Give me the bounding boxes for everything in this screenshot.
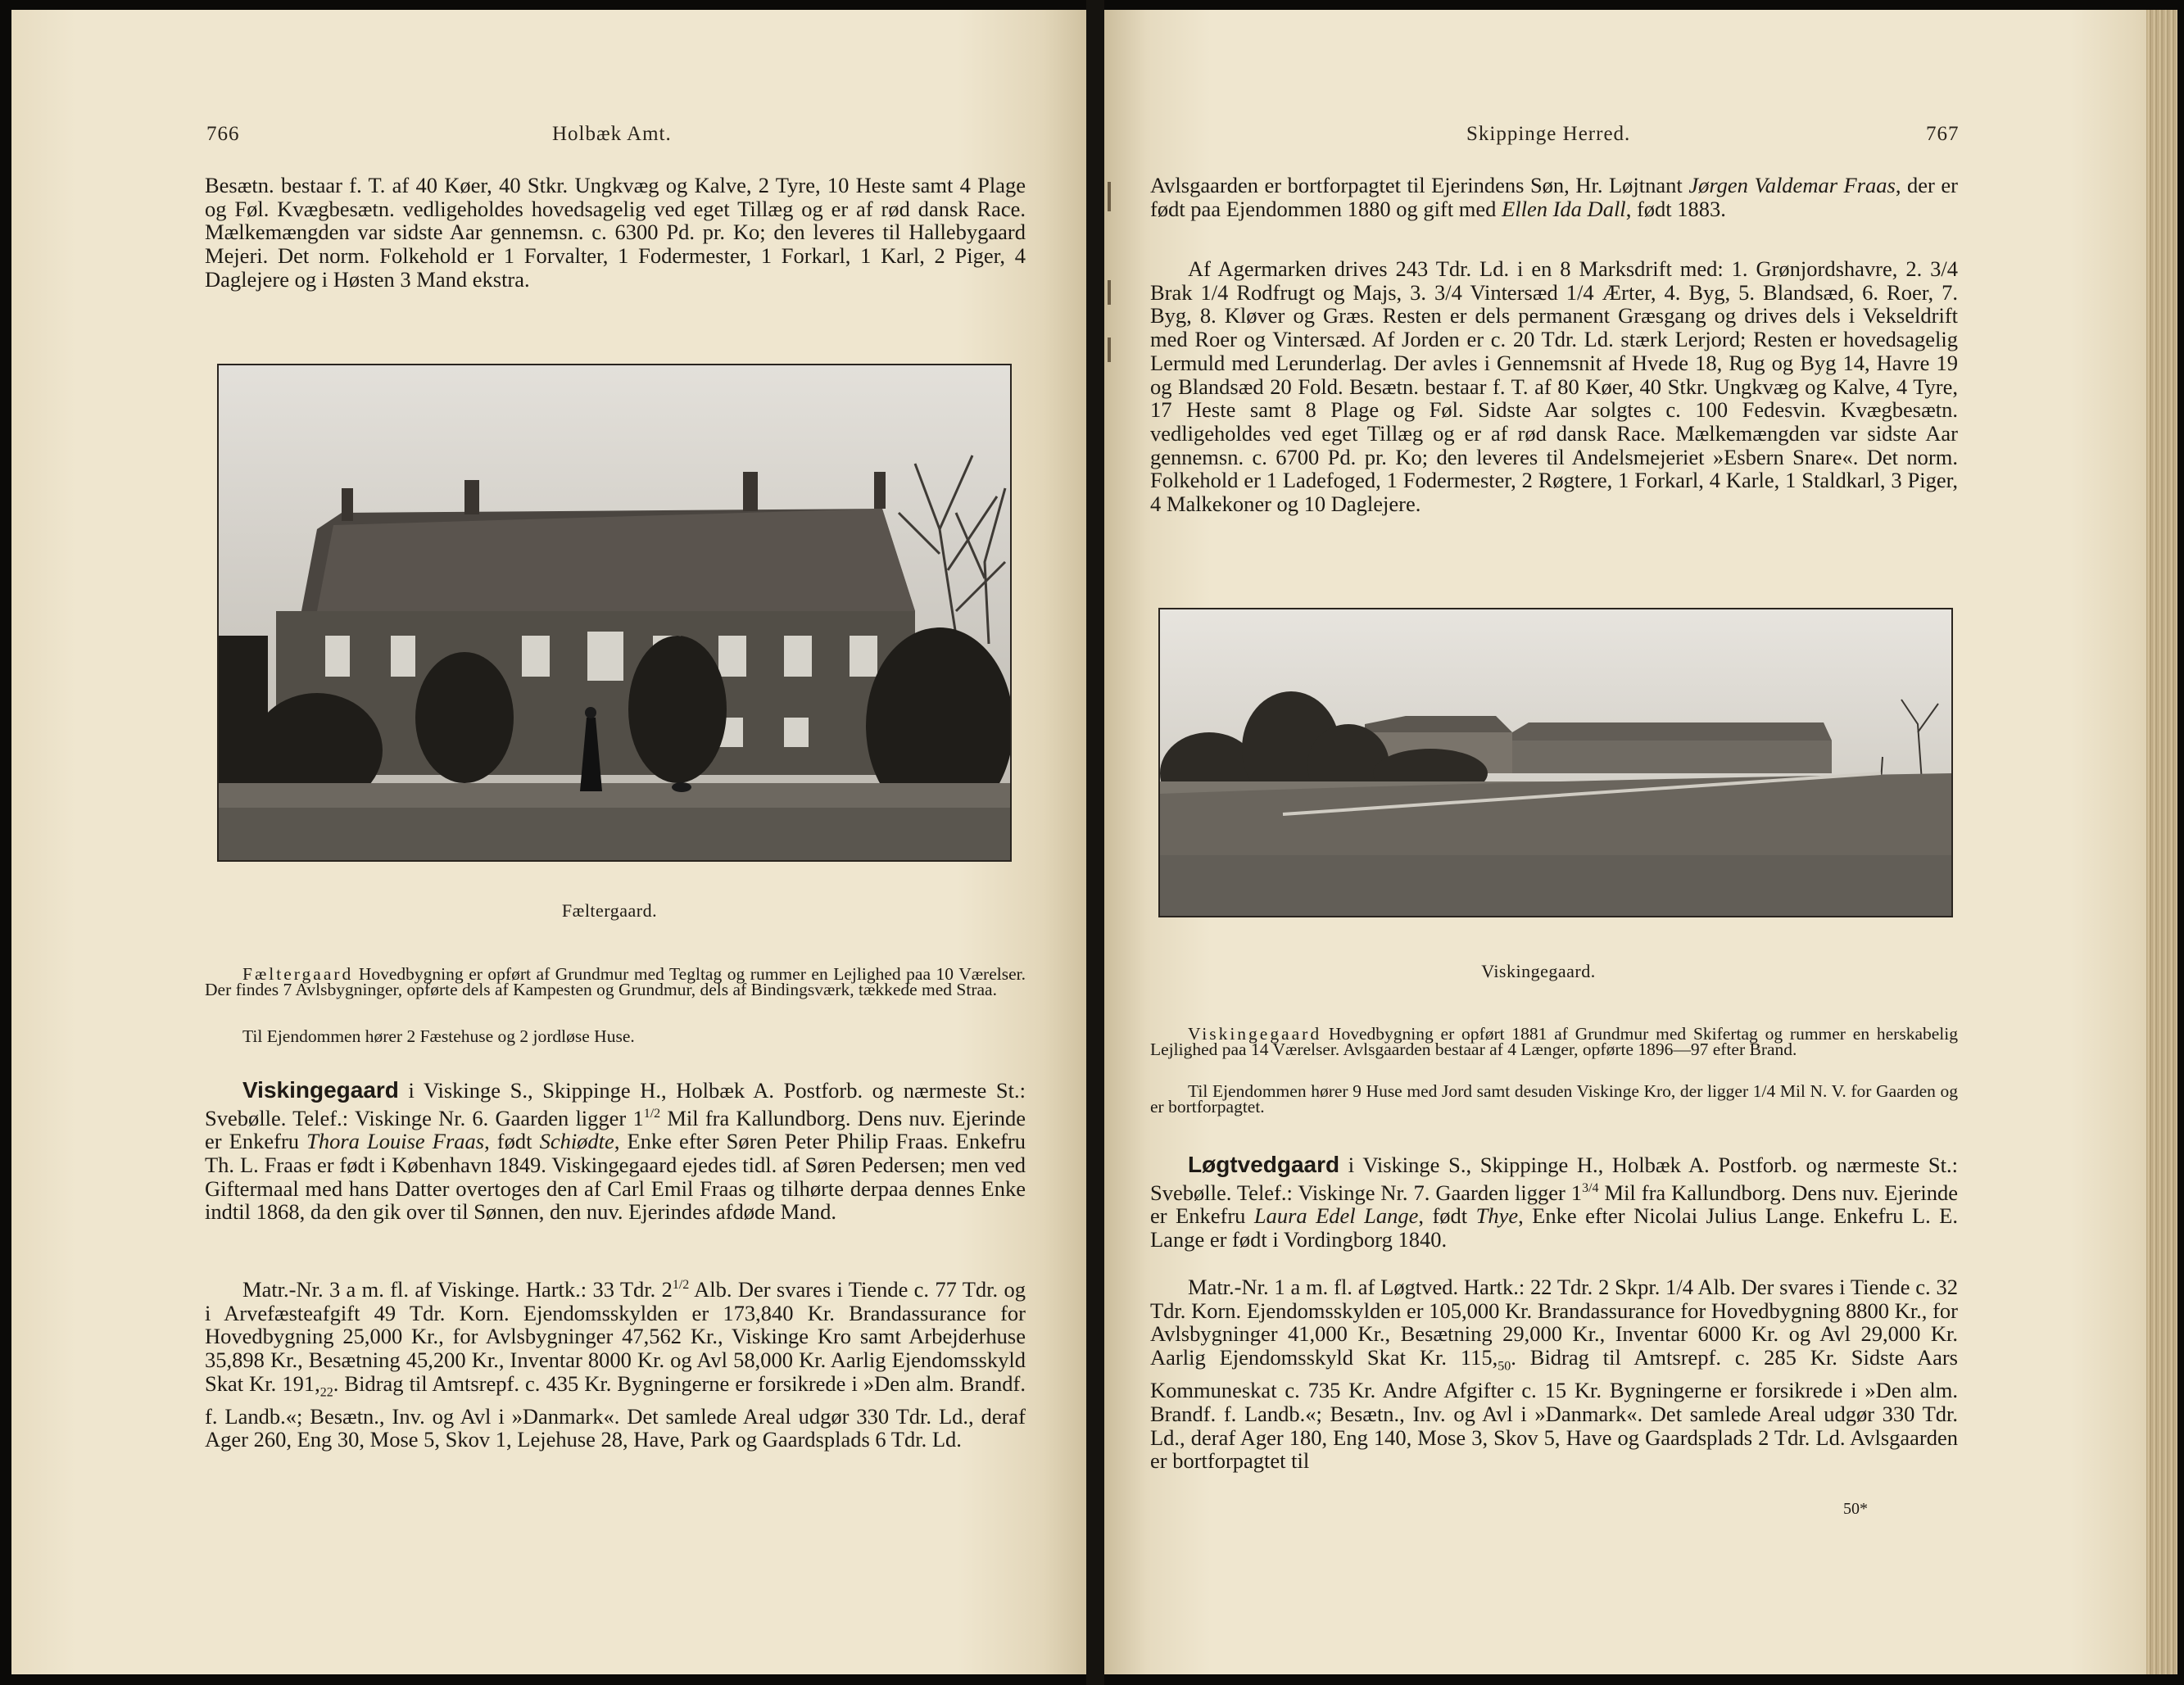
entry-text: i Viskinge S., Skippinge H., Holbæk A. Postforb. og nærmeste St.: Svebølle. Telef.: Viskinge Nr. 7. Gaarden ligger 1 xyxy=(1150,1153,1958,1205)
entry-text: , Enke efter Søren Peter Philip Fraas. Enkefru Th. L. Fraas er født i København 1849. Viskingegaard ejedes tidl. af Søren Pedersen; men ved Giftermaal med hans Datter overtoges den af Carl Emil Fraas og tilhørte derpaa dennes Enke indtil 1868, da den gik over til Sønnen, den nuv. Ejerindes afdøde Mand. xyxy=(205,1129,1026,1225)
photo-viskingegaard xyxy=(1158,608,1953,917)
fraction: 1/2 xyxy=(672,1278,690,1292)
owner-name: Thora Louise Fraas xyxy=(306,1129,485,1154)
subscript: 50 xyxy=(1498,1359,1511,1374)
photo-note xyxy=(1150,1026,1958,1057)
entry-paragraph-2 xyxy=(1150,1275,1958,1473)
born-name: Thye xyxy=(1475,1203,1519,1229)
photo-caption: Viskingegaard. xyxy=(1481,961,1596,981)
fraction: 3/4 xyxy=(1582,1180,1599,1195)
born-name: Schiødte xyxy=(539,1129,614,1154)
left-page xyxy=(11,10,1086,1674)
book-gutter xyxy=(1086,0,1104,1685)
para-text: , født 1883. xyxy=(1625,196,1726,221)
para-text: , der er født paa Ejendommen 1880 og gift med xyxy=(1150,173,1958,221)
para-text: Avlsgaarden er bortforpagtet til Ejerindens Søn, Hr. Løjtnant xyxy=(1150,173,1689,197)
signature-mark: 50* xyxy=(1843,1500,1868,1518)
margin-mark xyxy=(1108,337,1111,362)
running-head: Skippinge Herred. xyxy=(1466,123,1631,145)
owner-name: Laura Edel Lange xyxy=(1253,1203,1419,1229)
entry-text: Alb. Der svares i Tiende c. 77 Tdr. og i Arvefæsteafgift 49 Tdr. Korn. Ejendomsskylden er 173,840 Kr. Brandassurance for Hovedbygning 25,000 Kr., for Avlsbygninger 47,562 Kr., Viskinge Kro samt Arbejderhuse 35,898 Kr., Besætning 45,200 Kr., Inventar 8000 Kr. og Avl 58,000 Kr. Aarlig Ejendomsskyld Skat Kr. 191, xyxy=(205,1276,1026,1396)
note-text: Hovedbygning er opført af Grundmur med Tegltag og rummer en Lejlighed paa 10 Værelser. Der findes 7 Avlsbygninger, opførte dels af Kampesten og Grundmur, dels af Bindingsværk, tækkede med Straa. xyxy=(205,964,1026,999)
margin-mark xyxy=(1108,280,1111,305)
entry-name: Viskingegaard xyxy=(242,1077,399,1103)
entry-text: i Viskinge S., Skippinge H., Holbæk A. Postforb. og nærmeste St.: Svebølle. Telef.: Viskinge Nr. 6. Gaarden ligger 1 xyxy=(205,1078,1026,1130)
entry-paragraph-2 xyxy=(205,1274,1026,1452)
entry-text: Mil fra Kallundborg. Dens nuv. Ejerinde er Enkefru xyxy=(1150,1180,1958,1229)
entry-text: Matr.-Nr. 1 a m. fl. af Løgtved. Hartk.: 22 Tdr. 2 Skpr. 1/4 Alb. Der svares i Tiende c. 32 Tdr. Korn. Ejendomsskylden er 105,000 Kr. Brandassurance for Hovedbygning 8800 Kr., for Avlsbygninger 41,000 Kr., Besætning 29,000 Kr., Inventar 6000 Kr. og Avl 29,000 Kr. Aarlig Ejendomsskyld Skat Kr. 115, xyxy=(1150,1275,1958,1370)
photo-note-2: Til Ejendommen hører 2 Fæstehuse og 2 jordløse Huse. xyxy=(242,1026,635,1046)
page-number: 767 xyxy=(1926,123,1960,145)
note-text: Hovedbygning er opført 1881 af Grundmur med Skifertag og rummer en herskabelig Lejlighed paa 14 Værelser. Avlsgaarden bestaar af 4 Længer, opførte 1896—97 efter Brand. xyxy=(1150,1024,1958,1059)
entry-name: Løgtvedgaard xyxy=(1188,1152,1340,1177)
note-name: Fæltergaard xyxy=(242,964,354,984)
running-head: Holbæk Amt. xyxy=(552,123,672,145)
entry-text: , født xyxy=(484,1129,540,1154)
paragraph-agriculture: Af Agermarken drives 243 Tdr. Ld. i en 8 Marksdrift med: 1. Grønjordshavre, 2. 3/4 Brak 1/4 Rodfrugt og Majs, 3. 3/4 Vintersæd 1/4 Ærter, 4. Byg, 5. Blandsæd, 6. Roer, 7. Byg, 8. Kløver og Græs. Resten er dels permanent Græsgang og drives dels i Vekseldrift med Roer og Vintersæd. Af Jorden er c. 20 Tdr. Ld. stærk Lerjord; Resten er hovedsagelig Lermuld med Lerunderlag. Der avles i Gennemsnit af Hvede 18, Rug og Byg 14, Havre 19 og Blandsæd 20 Fold. Besætn. bestaar f. T. af 80 Køer, 40 Stkr. Ungkvæg og Kalve, 4 Tyre, 17 Heste samt 8 Plage og Føl. Sidste Aar solgtes c. 100 Fedesvin. Kvægbesætn. vedligeholdes ved eget Tillæg og er af rød dansk Race. Mælkemængden var sidste Aar gennemsn. c. 6700 Pd. pr. Ko; den leveres til Andelsmejeriet »Esbern Snare«. Det norm. Folkehold er 1 Ladefoged, 1 Fodermester, 2 Røgtere, 1 Forkarl, 4 Karle, 1 Staldkarl, 3 Piger, 4 Malkekoner og 10 Daglejere. xyxy=(1150,256,1958,517)
photo-faeltergaard xyxy=(217,364,1012,862)
margin-mark xyxy=(1108,182,1111,211)
son-name: Jørgen Valdemar Fraas xyxy=(1688,173,1896,197)
paragraph-livestock: Besætn. bestaar f. T. af 40 Køer, 40 Stkr. Ungkvæg og Kalve, 2 Tyre, 10 Heste samt 4 Plage og Føl. Kvægbesætn. vedligeholdes hovedsagelig ved eget Tillæg og er af rød dansk Race. Mælkemængden var sidste Aar gennemsn. c. 6300 Pd. pr. Ko; den leveres til Hallebygaard Mejeri. Det norm. Folkehold er 1 Forvalter, 1 Fodermester, 1 Forkarl, 1 Karl, 2 Piger, 4 Daglejere og i Høsten 3 Mand ekstra. xyxy=(205,173,1026,292)
note-name: Viskingegaard xyxy=(1188,1024,1322,1044)
page-edges xyxy=(2146,10,2177,1674)
photo-note xyxy=(205,964,1026,999)
entry-text: Matr.-Nr. 3 a m. fl. af Viskinge. Hartk.: 33 Tdr. 2 xyxy=(242,1276,673,1302)
entry-text: . Bidrag til Amtsrepf. c. 285 Kr. Sidste Aars Kommuneskat c. 735 Kr. Andre Afgifter c. 15 Kr. Bygningerne er forsikrede i »Den alm. Brandf. f. Landb.«; Besætn., Inv. og Avl i »Danmark«. Det samlede Areal udgør 330 Tdr. Ld., deraf Ager 180, Eng 140, Mose 3, Skov 5, Have og Gaardsplads 2 Tdr. Ld. Avlsgaarden er bortforpagtet til xyxy=(1150,1345,1958,1474)
right-page xyxy=(1104,10,2177,1674)
entry-text: , født xyxy=(1418,1203,1476,1229)
entry-text: , Enke efter Nicolai Julius Lange. Enkefru L. E. Lange er født i Vordingborg 1840. xyxy=(1150,1203,1958,1252)
entry-paragraph-1 xyxy=(205,1079,1026,1224)
wife-name: Ellen Ida Dall xyxy=(1502,196,1626,221)
entry-text: Mil fra Kallundborg. Dens nuv. Ejerinde er Enkefru xyxy=(205,1105,1026,1154)
photo-caption: Fæltergaard. xyxy=(561,900,658,921)
subscript: 22 xyxy=(319,1384,333,1399)
entry-text: . Bidrag til Amtsrepf. c. 435 Kr. Bygningerne er forsikrede i »Den alm. Brandf. f. Landb.«; Besætn., Inv. og Avl i »Danmark«. Det samlede Areal udgør 330 Tdr. Ld., deraf Ager 260, Eng 30, Mose 5, Skov 1, Lejehuse 28, Have, Park og Gaardsplads 6 Tdr. Ld. xyxy=(205,1370,1026,1452)
photo-note-2: Til Ejendommen hører 9 Huse med Jord samt desuden Viskinge Kro, der ligger 1/4 Mil N. V. for Gaarden og er bortforpagtet. xyxy=(1150,1081,1958,1117)
page-number: 766 xyxy=(206,123,240,145)
fraction: 1/2 xyxy=(643,1106,661,1121)
paragraph-lease xyxy=(1150,174,1958,220)
entry-paragraph-1 xyxy=(1150,1153,1958,1252)
